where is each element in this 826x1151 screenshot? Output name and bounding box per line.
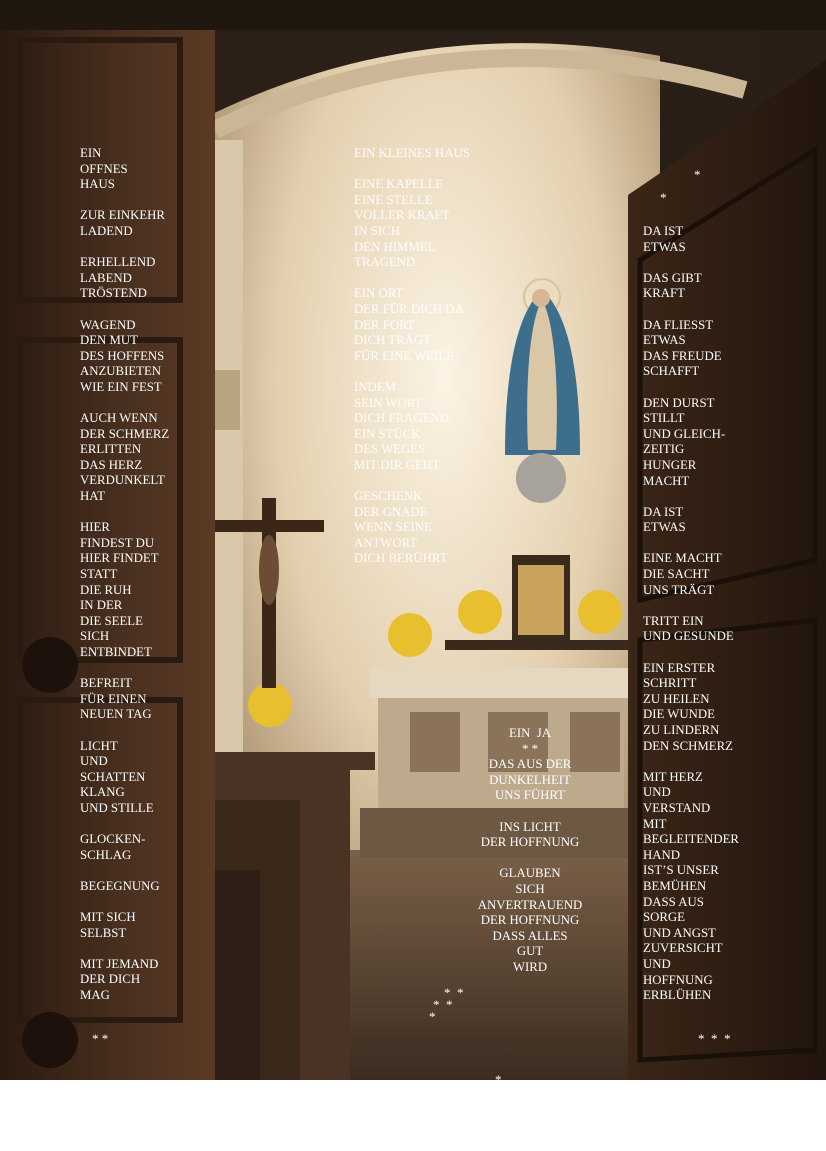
poem-line <box>643 536 739 552</box>
poem-line: EINE STELLE <box>354 192 433 207</box>
poem-line: ANZUBIETEN <box>80 364 162 379</box>
poem-line: VERSTAND <box>643 800 711 815</box>
poem-line: WENN SEINE <box>354 520 432 535</box>
poem-line: TRITT EIN <box>643 613 704 628</box>
poem-line: IN SICH <box>354 223 400 238</box>
poem-line: ZEITIG <box>643 442 685 457</box>
poem-line: UND STILLE <box>80 800 154 815</box>
poem-line: KRAFT <box>643 286 685 301</box>
poem-line: DICH FRAGEND <box>354 411 449 426</box>
poem-line: DAS FREUDE <box>643 348 722 363</box>
poem-line: HAUS <box>80 177 115 192</box>
poem-line <box>80 661 169 677</box>
poem-line: MIT DIR GEHT <box>354 457 440 472</box>
star-ornament: * <box>429 1009 436 1024</box>
poem-line: LADEND <box>80 223 133 238</box>
poem-line: GUT <box>516 944 544 959</box>
poem-line: EIN ORT <box>354 286 404 301</box>
poem-line <box>80 817 169 833</box>
poem-line: IST’S UNSER <box>643 863 719 878</box>
poem-line: UND ANGST <box>643 925 716 940</box>
poem-line: UND <box>80 754 108 769</box>
poem-line: DAS HERZ <box>80 457 143 472</box>
poem-line: UND <box>643 956 671 971</box>
poem-line: HAT <box>80 489 105 504</box>
poem-line: ENTBINDET <box>80 645 152 659</box>
poem-line: UNS FÜHRT <box>495 788 565 803</box>
poem-line: BEGEGNUNG <box>80 878 160 893</box>
poem-line: TRÖSTEND <box>80 286 147 301</box>
star-ornament: * * * <box>698 1031 731 1046</box>
poem-line: ANTWORT <box>354 535 418 550</box>
poem-line: EINE KAPELLE <box>354 177 444 192</box>
poem-line: DAS AUS DER <box>488 757 572 772</box>
poem-line: DIE SEELE <box>80 613 143 628</box>
poem-line: DER DICH <box>80 972 141 987</box>
poem-line <box>643 302 739 318</box>
poem-line: WAGEND <box>80 317 136 332</box>
poem-line: SCHRITT <box>643 676 697 691</box>
poem-line: DIE SACHT <box>643 567 710 582</box>
poem-line: DER FORT <box>354 317 415 332</box>
poem-line <box>643 489 739 505</box>
poem-line <box>80 240 169 256</box>
poem-line <box>410 851 650 867</box>
poem-line: DEN HIMMEL <box>354 239 436 254</box>
poem-line: DEN MUT <box>80 333 138 348</box>
poem-line: KLANG <box>80 785 125 800</box>
poem-line: DASS ALLES <box>492 928 568 943</box>
poem-line: VERDUNKELT <box>80 473 165 488</box>
poem-line: GLOCKEN- <box>80 832 146 847</box>
poem-line: DA FLIESST <box>643 317 714 332</box>
poem-line: LABEND <box>80 270 132 285</box>
poem-line: MIT <box>643 816 667 831</box>
poem-line: SCHAFFT <box>643 364 700 379</box>
poem-column-right <box>643 224 739 1004</box>
poem-line <box>80 941 169 957</box>
poem-line: DEN DURST <box>643 395 715 410</box>
poem-line: FÜR EINEN <box>80 691 147 706</box>
poem-line: MAG <box>80 988 110 1003</box>
poem-line: MIT JEMAND <box>80 956 159 971</box>
poem-line: GESCHENK <box>354 489 423 504</box>
poem-line: FÜR EINE WEILE <box>354 348 454 363</box>
poem-line: DER HOFFNUNG <box>480 913 580 928</box>
star-ornament: * * <box>444 985 464 1000</box>
poem-line: DES HOFFENS <box>80 348 165 363</box>
poem-line: VOLLER KRAFT <box>354 208 450 223</box>
star-ornament: * <box>495 1072 502 1087</box>
poem-line <box>80 895 169 911</box>
poem-line <box>354 473 470 489</box>
poem-line <box>643 380 739 396</box>
poem-line <box>643 255 739 271</box>
poem-line: SICH <box>515 881 545 896</box>
poem-line: DAS GIBT <box>643 270 702 285</box>
poem-line: LICHT <box>80 738 118 753</box>
poem-line: INDEM <box>354 379 396 394</box>
poem-line: TRAGEND <box>354 255 416 270</box>
poem-line: SEIN WORT <box>354 395 423 410</box>
poem-line: AUCH WENN <box>80 411 158 426</box>
poem-line: EINE MACHT <box>643 551 722 566</box>
poem-line: ZUR EINKEHR <box>80 208 165 223</box>
poem-line: ZU HEILEN <box>643 691 710 706</box>
poem-line: DUNKELHEIT <box>489 772 571 787</box>
poem-line: MIT HERZ <box>643 769 703 784</box>
poem-line: SORGE <box>643 910 685 925</box>
poem-line: ZUVERSICHT <box>643 941 723 956</box>
poem-line: WIRD <box>512 959 548 974</box>
poem-line <box>80 723 169 739</box>
poem-line: IN DER <box>80 598 123 613</box>
poem-line <box>80 505 169 521</box>
poem-line: WIE EIN FEST <box>80 379 162 394</box>
poem-line: HIER <box>80 520 110 535</box>
poem-line <box>410 804 650 820</box>
poem-line <box>80 193 169 209</box>
poem-line: UND GESUNDE <box>643 629 734 644</box>
poem-line: HUNGER <box>643 457 697 472</box>
poem-line: FINDEST DU <box>80 535 155 550</box>
poem-line: GLAUBEN <box>499 866 561 881</box>
poem-line: DASS AUS <box>643 894 704 909</box>
poem-line: DER FÜR DICH DA <box>354 301 464 316</box>
poem-line: UNS TRÄGT <box>643 582 715 597</box>
poem-line: BEGLEITENDER <box>643 832 739 847</box>
poem-line: DA IST <box>643 504 684 519</box>
poem-line: DIE WUNDE <box>643 707 715 722</box>
star-ornament: * <box>694 167 701 182</box>
poem-column-center-bottom <box>410 726 650 976</box>
poem-line: EIN STÜCK <box>354 426 421 441</box>
star-ornament: * * <box>433 997 453 1012</box>
poem-line <box>354 271 470 287</box>
poem-column-middle <box>354 146 470 567</box>
poem-line: INS LICHT <box>499 819 561 834</box>
poem-line <box>80 302 169 318</box>
poem-line: EIN JA <box>509 726 551 740</box>
poem-line: HAND <box>643 847 680 862</box>
poem-line: HIER FINDET <box>80 551 159 566</box>
poem-line: DICH BERÜHRT <box>354 551 448 566</box>
poem-line: ANVERTRAUEND <box>477 897 583 912</box>
poem-line: BEMÜHEN <box>643 878 707 893</box>
poem-line <box>643 754 739 770</box>
poem-line: SELBST <box>80 925 127 940</box>
poem-line: ERLITTEN <box>80 442 142 457</box>
poem-line: SCHATTEN <box>80 769 146 784</box>
poem-line: EIN KLEINES HAUS <box>354 146 470 160</box>
poem-line: DICH TRÄGT <box>354 333 431 348</box>
poem-line <box>80 863 169 879</box>
poem-line: OFFNES <box>80 161 128 176</box>
poem-line: DEN SCHMERZ <box>643 738 733 753</box>
poem-line: ERHELLEND <box>80 255 156 270</box>
poem-line: BEFREIT <box>80 676 132 691</box>
poem-line: DIE RUH <box>80 582 132 597</box>
star-ornament: * <box>660 190 667 205</box>
poem-line: EIN ERSTER <box>643 660 716 675</box>
poem-line: SCHLAG <box>80 847 132 862</box>
poem-line: ZU LINDERN <box>643 723 720 737</box>
poem-column-left <box>80 146 169 1004</box>
poem-line: ETWAS <box>643 333 686 348</box>
poem-line: ETWAS <box>643 520 686 535</box>
poem-line <box>643 645 739 661</box>
poem-line: UND <box>643 785 671 800</box>
poem-line: * * <box>522 741 538 756</box>
poem-line: STATT <box>80 567 118 582</box>
poem-line: STILLT <box>643 411 685 426</box>
poem-line <box>354 162 470 178</box>
poem-line: UND GLEICH- <box>643 426 726 441</box>
poem-line: MIT SICH <box>80 910 136 925</box>
poem-line: DER SCHMERZ <box>80 426 170 441</box>
poem-line: HOFFNUNG <box>643 972 713 987</box>
poem-line: MACHT <box>643 473 690 488</box>
star-ornament: * * <box>92 1031 109 1046</box>
poem-line: ETWAS <box>643 239 686 254</box>
poem-line: SICH <box>80 629 110 644</box>
poem-line: EIN <box>80 146 102 160</box>
poem-line: DA IST <box>643 224 684 238</box>
poem-line <box>643 598 739 614</box>
poem-line: NEUEN TAG <box>80 707 152 722</box>
poem-line <box>354 364 470 380</box>
poem-line: ERBLÜHEN <box>643 988 712 1003</box>
poem-line: DES WEGES <box>354 442 426 457</box>
poem-line: DER HOFFNUNG <box>480 835 580 850</box>
poem-line <box>80 396 169 412</box>
poem-line: DER GNADE <box>354 504 428 519</box>
